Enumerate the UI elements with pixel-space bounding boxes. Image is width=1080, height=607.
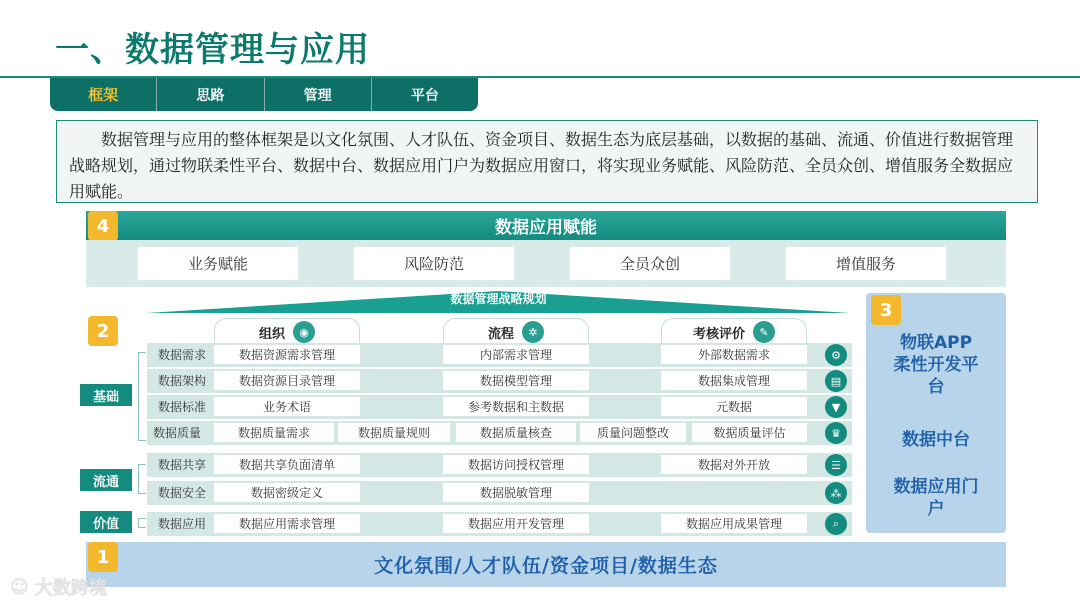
row-label: 数据安全 [157,486,206,500]
chat-icon: ☰ [825,454,847,476]
table-cell: 数据应用成果管理 [661,514,807,533]
layer4-number: 4 [88,211,118,241]
table-cell: 数据模型管理 [443,371,589,390]
group-tag-circulation: 流通 [80,469,132,491]
table-cell: 数据资源需求管理 [214,345,360,364]
table-cell: 数据密级定义 [214,483,360,502]
row-label: 数据共享 [157,458,206,472]
data-portal-label: 数据应用门 户 [893,477,979,519]
layer1-number: 1 [88,542,118,572]
watermark-logo-icon: ☺ [10,576,29,598]
gear-icon: ⚙ [825,344,847,366]
table-cell: 数据应用开发管理 [443,514,589,533]
people-icon: ⁂ [825,482,847,504]
edit-icon: ✎ [753,321,775,343]
table-cell: 业务术语 [214,397,360,416]
group-tag-foundation: 基础 [80,384,132,406]
empower-item: 风险防范 [354,247,514,280]
table-cell: 数据质量核查 [456,423,576,442]
page-title: 一、数据管理与应用 [55,30,370,70]
group-bracket [138,352,146,441]
row-label: 数据标准 [157,400,206,414]
table-cell: 数据质量需求 [214,423,334,442]
table-cell: 数据脱敏管理 [443,483,589,502]
layer4-title: 数据应用赋能 [86,211,1006,240]
empower-item: 增值服务 [786,247,946,280]
table-cell: 元数据 [661,397,807,416]
column-label: 考核评价 [692,326,745,342]
layer2-number: 2 [88,316,118,346]
table-cell: 外部数据需求 [661,345,807,364]
layer3-number: 3 [871,295,901,325]
table-cell: 数据资源目录管理 [214,371,360,390]
table-cell: 数据共享负面清单 [214,455,360,474]
data-middle-platform-label: 数据中台 [902,430,970,450]
row-label: 数据架构 [157,374,206,388]
tab-approach[interactable]: 思路 [157,78,264,111]
shield-icon: ♛ [825,422,847,444]
table-cell: 参考数据和主数据 [443,397,589,416]
column-label: 流程 [487,326,514,342]
iot-platform-label: 物联APP 柔性开发平 台 [893,333,979,397]
table-cell: 数据对外开放 [661,455,807,474]
intro-paragraph: 数据管理与应用的整体框架是以文化氛围、人才队伍、资金项目、数据生态为底层基础，以数据的基础、流通、价值进行数据管理战略规划，通过物联柔性平台、数据中台、数据应用门户为数据应用窗口，将实现业务赋能、风险防范、全员众创、增值服务全数据应用赋能。 [56,120,1038,203]
table-cell: 数据应用需求管理 [214,514,360,533]
tab-bar [50,78,478,111]
column-label: 组织 [258,326,285,342]
search-icon: ⌕ [825,513,847,535]
empower-item: 业务赋能 [138,247,298,280]
group-bracket [138,518,146,528]
watermark [10,574,107,600]
empower-item: 全员众创 [570,247,730,280]
tab-platform[interactable]: 平台 [410,87,439,104]
group-tag-value: 价值 [80,511,132,533]
table-cell: 数据质量评估 [692,423,807,442]
clipboard-icon: ▤ [825,370,847,392]
row-label: 数据需求 [157,348,206,362]
tab-framework[interactable]: 框架 [50,78,157,111]
row-label: 数据质量 [152,426,201,440]
table-cell: 数据访问授权管理 [443,455,589,474]
column-header-process [443,318,589,346]
group-bracket [138,464,146,494]
filter-icon: ▼ [825,396,847,418]
table-cell: 内部需求管理 [443,345,589,364]
row-label: 数据应用 [157,517,206,531]
table-cell: 数据质量规则 [338,423,450,442]
gears-icon: ✲ [522,321,544,343]
strategy-roof-label: 数据管理战略规划 [450,292,547,306]
column-header-organization [214,318,360,346]
people-icon: ◉ [293,321,315,343]
table-cell: 质量问题整改 [580,423,686,442]
layer1-foundation: 文化氛围/人才队伍/资金项目/数据生态 [86,542,1006,587]
watermark-text: 大数跨境 [34,578,107,599]
tab-management[interactable]: 管理 [265,78,372,111]
column-header-evaluation [661,318,807,346]
table-cell: 数据集成管理 [661,371,807,390]
